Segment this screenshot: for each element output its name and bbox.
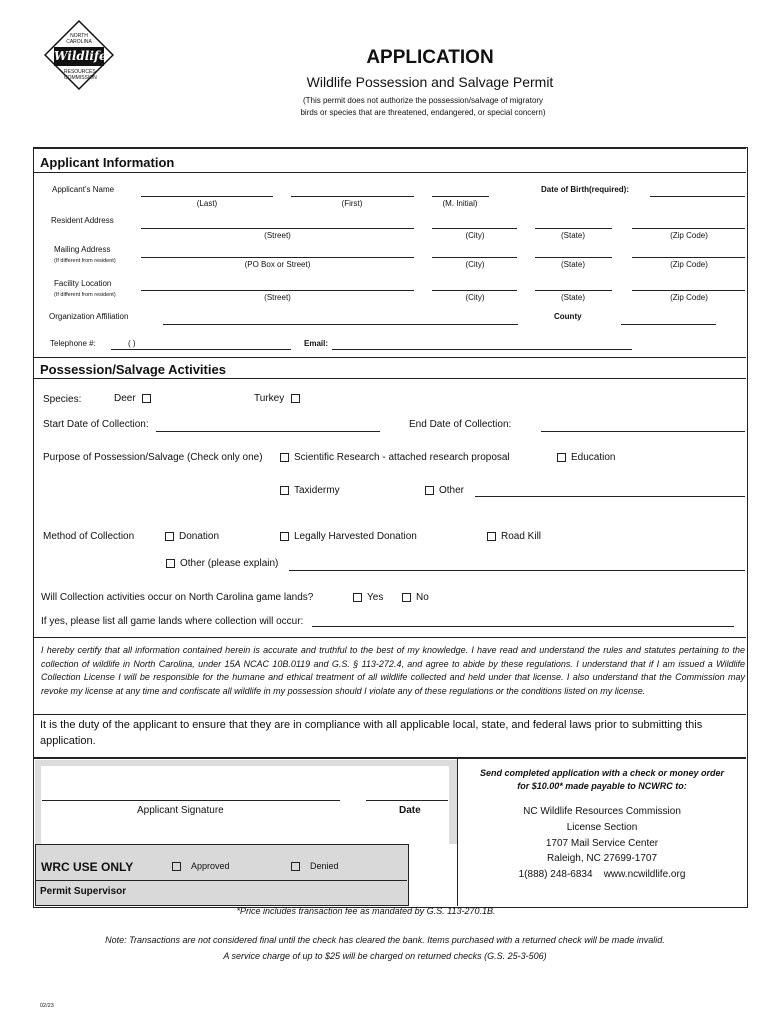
organization-field[interactable] (163, 324, 518, 325)
activities-section-title: Possession/Salvage Activities (40, 362, 226, 377)
resident-city-field[interactable] (432, 228, 517, 229)
facility-city-field[interactable] (432, 290, 517, 291)
facility-state-field[interactable] (535, 290, 612, 291)
approved-label: Approved (191, 861, 230, 871)
turkey-checkbox[interactable] (291, 394, 300, 403)
mailing-street-field[interactable] (141, 257, 414, 258)
facility-zip-field[interactable] (632, 290, 745, 291)
wrc-use-label: WRC USE ONLY (41, 860, 134, 874)
deer-label: Deer (114, 393, 136, 404)
approved-checkbox[interactable] (172, 862, 181, 871)
resident-street-field[interactable] (141, 228, 414, 229)
scientific-option[interactable] (280, 452, 510, 463)
dob-label: Date of Birth(required): (541, 185, 629, 194)
organization-label: Organization Affiliation (49, 312, 129, 321)
mail-address-2: License Section (566, 822, 638, 833)
facility-street-field[interactable] (141, 290, 414, 291)
city-caption: (City) (465, 293, 485, 302)
gamelands-list-label: If yes, please list all game lands where collection will occur: (41, 616, 304, 627)
donation-checkbox[interactable] (165, 532, 174, 541)
state-caption: (State) (560, 260, 585, 269)
permit-note-2: birds or species that are threatened, endangered, or special concern) (300, 108, 546, 117)
mail-address-4: Raleigh, NC 27699-1707 (546, 853, 658, 864)
education-checkbox[interactable] (557, 453, 566, 462)
logo-top-text: NORTH CAROLINA (66, 33, 92, 45)
scientific-checkbox[interactable] (280, 453, 289, 462)
gamelands-list-field[interactable] (312, 626, 734, 627)
mailing-state-field[interactable] (535, 257, 612, 258)
yes-label: Yes (367, 592, 384, 603)
purpose-other-option[interactable] (425, 485, 464, 496)
approved-option[interactable] (172, 861, 230, 872)
pobox-caption: (PO Box or Street) (244, 260, 311, 269)
taxidermy-label: Taxidermy (294, 485, 340, 496)
zip-caption: (Zip Code) (670, 231, 708, 240)
zip-caption: (Zip Code) (670, 293, 708, 302)
form-version: 02/23 (40, 1003, 54, 1009)
applicant-name-label: Applicant’s Name (52, 185, 115, 194)
telephone-field[interactable] (111, 349, 291, 350)
species-label: Species: (43, 394, 82, 405)
date-field[interactable] (366, 800, 448, 801)
telephone-label: Telephone #: (50, 339, 96, 348)
permit-note-1: (This permit does not authorize the possession/salvage of migratory (302, 96, 544, 105)
email-label: Email: (304, 339, 329, 348)
legal-label: Legally Harvested Donation (294, 531, 417, 542)
send-instructions-2: for $10.00* made payable to NCWRC to: (517, 781, 687, 791)
no-label: No (416, 592, 429, 603)
start-date-field[interactable] (156, 431, 380, 432)
deer-option[interactable] (114, 393, 156, 404)
telephone-paren: ( ) (128, 339, 136, 348)
method-label: Method of Collection (43, 531, 135, 542)
purpose-label: Purpose of Possession/Salvage (Check only one) (43, 452, 263, 463)
method-other-field[interactable] (289, 570, 745, 571)
denied-checkbox[interactable] (291, 862, 300, 871)
method-other-checkbox[interactable] (166, 559, 175, 568)
legal-checkbox[interactable] (280, 532, 289, 541)
mi-caption: (M. Initial) (442, 199, 478, 208)
signature-field[interactable] (42, 800, 340, 801)
mail-address-3: 1707 Mail Service Center (545, 838, 659, 849)
middle-initial-field[interactable] (432, 196, 489, 197)
applicant-section-title: Applicant Information (40, 155, 175, 170)
page-title: APPLICATION (366, 47, 494, 68)
price-note: *Price includes transaction fee as mandated by G.S. 113-270.1B. (236, 906, 496, 916)
resident-zip-field[interactable] (632, 228, 745, 229)
date-label: Date (399, 805, 421, 816)
state-caption: (State) (560, 293, 585, 302)
state-caption: (State) (560, 231, 585, 240)
deer-checkbox[interactable] (142, 394, 151, 403)
email-field[interactable] (332, 349, 632, 350)
last-name-field[interactable] (141, 196, 273, 197)
gamelands-yes-option[interactable] (353, 592, 383, 603)
end-date-field[interactable] (541, 431, 745, 432)
legal-option[interactable] (280, 531, 417, 542)
end-date-label: End Date of Collection: (409, 419, 512, 430)
signature-label: Applicant Signature (137, 805, 224, 816)
education-label: Education (571, 452, 616, 463)
gamelands-no-checkbox[interactable] (402, 593, 411, 602)
turkey-option[interactable] (254, 393, 305, 404)
start-date-label: Start Date of Collection: (43, 419, 149, 430)
zip-caption: (Zip Code) (670, 260, 708, 269)
county-field[interactable] (621, 324, 716, 325)
mail-address-1: NC Wildlife Resources Commission (523, 806, 681, 817)
last-caption: (Last) (196, 199, 218, 208)
roadkill-checkbox[interactable] (487, 532, 496, 541)
first-caption: (First) (341, 199, 363, 208)
gamelands-no-option[interactable] (402, 592, 429, 603)
logo-bottom-text: RESOURCES COMMISSION (64, 69, 97, 81)
street-caption: (Street) (264, 293, 291, 302)
mail-website-link[interactable]: www.ncwildlife.org (603, 869, 686, 880)
donation-label: Donation (179, 531, 220, 542)
city-caption: (City) (465, 231, 485, 240)
city-caption: (City) (465, 260, 485, 269)
street-caption: (Street) (264, 231, 291, 240)
county-label: County (554, 312, 582, 321)
mailing-address-label: Mailing Address (54, 245, 111, 254)
service-charge-note: A service charge of up to $25 will be charged on returned checks (G.S. 25-3-506) (223, 951, 547, 961)
mailing-zip-field[interactable] (632, 257, 745, 258)
gamelands-yes-checkbox[interactable] (353, 593, 362, 602)
method-other-option[interactable] (166, 558, 278, 569)
certification-text: I hereby certify that all information contained herein is accurate and truthful to the best of my knowledge. I have read and understand the rules and statutes pertaining to the collection of wildlife in North Carolina, under 15A NCAC 10B.0119 and G.S. § 113-272.4, and agree to abide by these regulations. I understand that if I am issued a Wildlife Collection License I will be responsible for the humane and ethical treatment of all wildlife collected and held under that license. I also understand that the Commission may revoke my license at any time and confiscate all wildlife in my possession should I violate any of these regulations or the conditions listed on my license. (41, 645, 745, 696)
roadkill-label: Road Kill (501, 531, 542, 542)
gamelands-question: Will Collection activities occur on North Carolina game lands? (41, 592, 314, 603)
donation-option[interactable] (165, 531, 219, 542)
transaction-note: Note: Transactions are not considered final until the check has cleared the bank. Items purchased with a returned check will be made invalid. (105, 935, 665, 945)
permit-supervisor-label: Permit Supervisor (40, 886, 127, 897)
mail-contact (458, 869, 746, 880)
mailing-sub-label: (If different from resident) (54, 258, 116, 264)
resident-address-label: Resident Address (51, 216, 114, 225)
denied-label: Denied (310, 861, 339, 871)
send-instructions-1: Send completed application with a check or money order (479, 768, 725, 778)
taxidermy-checkbox[interactable] (280, 486, 289, 495)
education-option[interactable] (557, 452, 615, 463)
mail-phone: 1(888) 248-6834 (518, 869, 593, 880)
purpose-other-checkbox[interactable] (425, 486, 434, 495)
taxidermy-option[interactable] (280, 485, 340, 496)
purpose-other-label: Other (439, 485, 465, 496)
method-other-label: Other (please explain) (180, 558, 279, 569)
mailing-city-field[interactable] (432, 257, 517, 258)
first-name-field[interactable] (291, 196, 414, 197)
logo-script-text: Wildlife (54, 49, 107, 63)
page-subtitle: Wildlife Possession and Salvage Permit (306, 74, 554, 90)
facility-sub-label: (If different from resident) (54, 292, 116, 298)
facility-location-label: Facility Location (54, 279, 112, 288)
roadkill-option[interactable] (487, 531, 541, 542)
denied-option[interactable] (291, 861, 339, 872)
turkey-label: Turkey (254, 393, 285, 404)
duty-statement: It is the duty of the applicant to ensure that they are in compliance with all applicable local, state, and federal laws prior to submitting this application. (40, 719, 703, 747)
resident-state-field[interactable] (535, 228, 612, 229)
purpose-other-field[interactable] (475, 496, 745, 497)
scientific-label: Scientific Research - attached research proposal (294, 452, 510, 463)
dob-field[interactable] (650, 196, 745, 197)
